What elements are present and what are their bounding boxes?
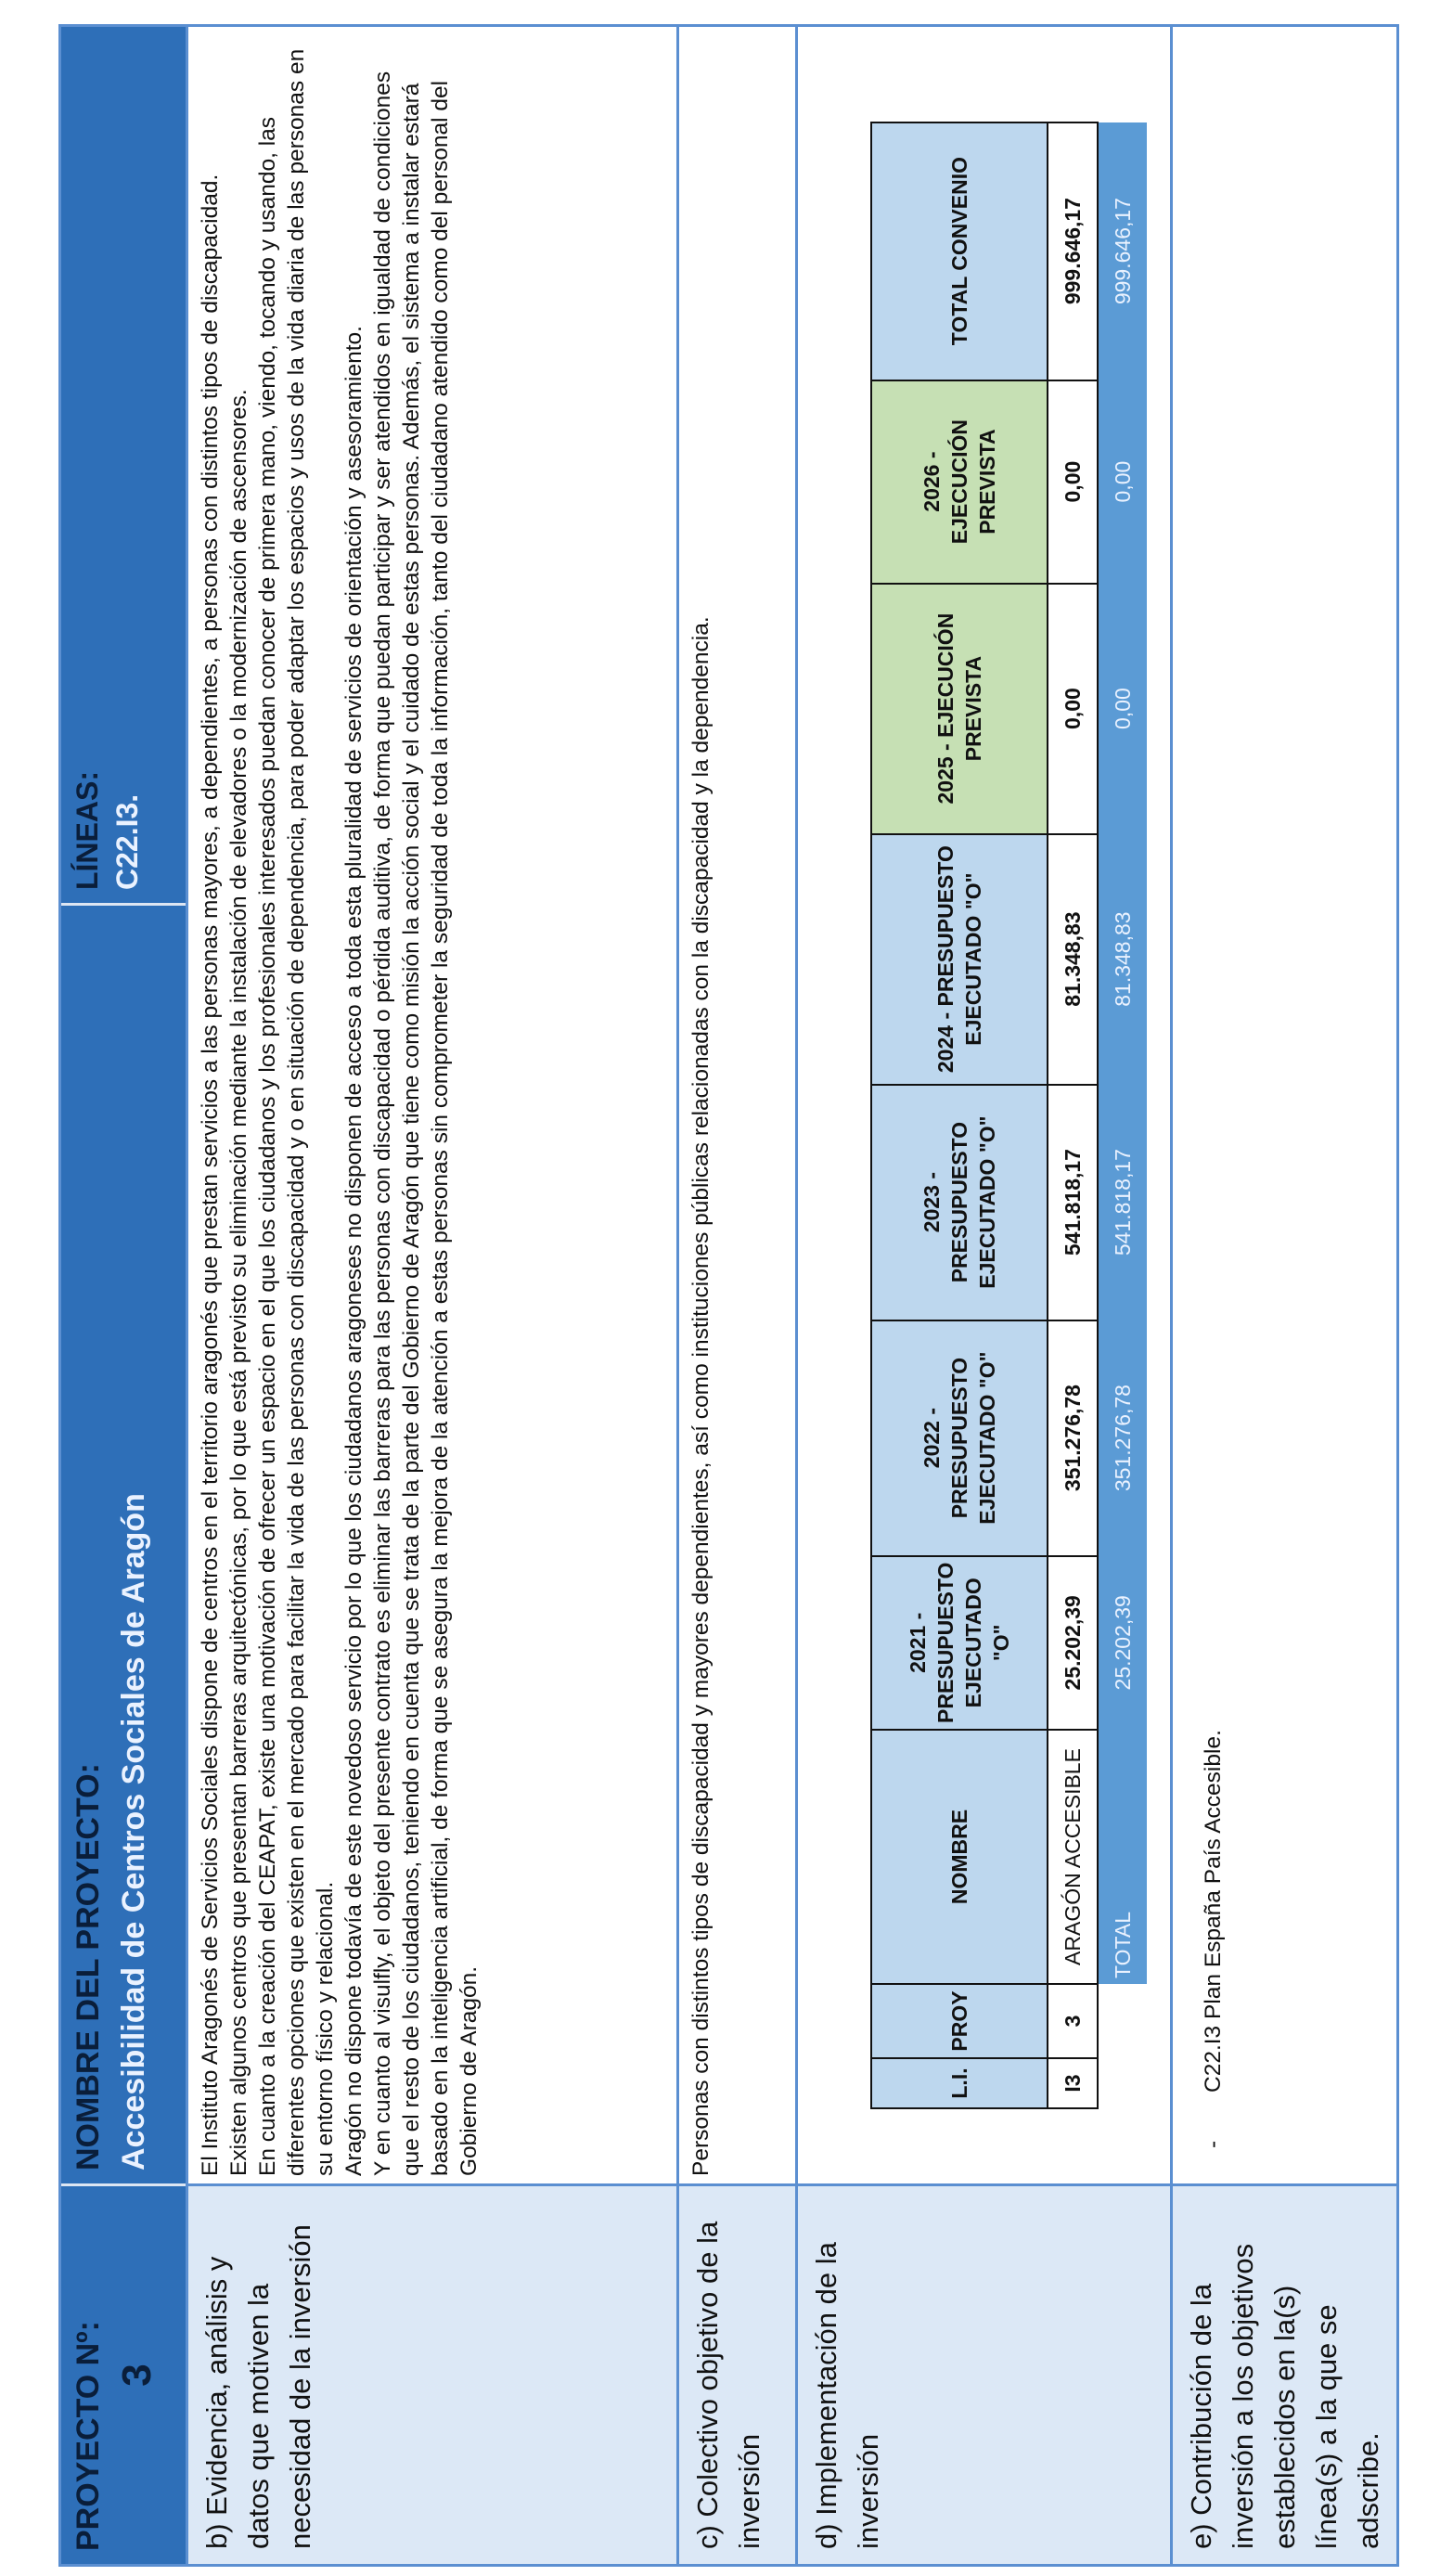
- total-2024: 81.348,83: [1098, 834, 1147, 1085]
- table-row: [1048, 122, 1098, 2108]
- cell-2026: 0,00: [1048, 380, 1098, 584]
- project-number-cell: [61, 2183, 186, 2564]
- cell-2025: 0,00: [1048, 584, 1098, 834]
- col-header-nombre: NOMBRE: [871, 1730, 1048, 1984]
- project-number-value: 3: [114, 2363, 160, 2387]
- cell-proy: 3: [1048, 1984, 1098, 2058]
- section-contribution: [1173, 27, 1396, 2564]
- project-lines-label: LÍNEAS:: [71, 771, 104, 890]
- budget-table: [870, 122, 1147, 2109]
- evidence-paragraph: El Instituto Aragonés de Servicios Sociales dispone de centros en el territorio aragonés que prestan servicios a las personas mayores, a dependientes, a personas con distintos tipos de discapacidad.: [197, 174, 223, 2176]
- project-name-label: NOMBRE DEL PROYECTO:: [71, 1763, 106, 2170]
- col-header-li: L.I.: [871, 2058, 1048, 2108]
- table-total-row: [1098, 122, 1147, 2108]
- section-implementation-label: d) Implementación de la inversión: [798, 2183, 1170, 2564]
- evidence-paragraph: Existen algunos centros que presentan barreras arquitectónicas, por lo que está previsto su eliminación mediante la instalación de elevadores o la modernización de ascensores.: [225, 389, 251, 2176]
- project-name-value: Accesibilidad de Centros Sociales de Aragón: [116, 1493, 151, 2170]
- bullet-dash: -: [1200, 2140, 1226, 2148]
- col-header-total: TOTAL CONVENIO: [871, 122, 1048, 380]
- project-header: [61, 27, 188, 2564]
- evidence-paragraph: Y en cuanto al visulfly, el objeto del presente contrato es eliminar las barreras para las personas con discapacidad o pérdida auditiva, de forma que puedan participar y ser atendidos en igualdad de condiciones que el resto de los ciudadanos, teniendo en cuenta que se trata de la parte del Gobierno de Aragón que tiene como misión la acción social y el cuidado de estas personas. Además, el sistema a instalar estará basado en la inteligencia artificial, de forma que se asegura la mejora de la atención a estas personas sin comprometer la seguridad de toda la información, tanto del ciudadano atendido como del personal del Gobierno de Aragón.: [369, 71, 482, 2176]
- project-number-label: PROYECTO Nº:: [71, 2321, 106, 2551]
- section-implementation-content: [798, 27, 1170, 2183]
- total-gap: [1098, 1984, 1147, 2058]
- contribution-bullet: [1199, 34, 1228, 2148]
- col-header-2026: 2026 - EJECUCIÓN PREVISTA: [871, 380, 1048, 584]
- cell-total: 999.646,17: [1048, 122, 1098, 380]
- total-2022: 351.276,78: [1098, 1320, 1147, 1556]
- cell-li: I3: [1048, 2058, 1098, 2108]
- section-target-group-label: c) Colectivo objetivo de la inversión: [679, 2183, 796, 2564]
- total-2025: 0,00: [1098, 584, 1147, 834]
- section-target-group-text: Personas con distintos tipos de discapacidad y mayores dependientes, así como instituciones públicas relacionadas con la discapacidad y la dependencia.: [688, 616, 714, 2176]
- total-2026: 0,00: [1098, 380, 1147, 584]
- section-target-group: [679, 27, 799, 2564]
- budget-table-header: [871, 122, 1048, 2108]
- total-2023: 541.818,17: [1098, 1085, 1147, 1320]
- contribution-text: C22.I3 Plan España País Accesible.: [1200, 1730, 1226, 2093]
- col-header-proy: PROY: [871, 1984, 1048, 2058]
- cell-2022: 351.276,78: [1048, 1320, 1098, 1556]
- total-gap: [1098, 2058, 1147, 2108]
- col-header-2023: 2023 - PRESUPUESTO EJECUTADO "O": [871, 1085, 1048, 1320]
- section-evidence-label: b) Evidencia, análisis y datos que motiven la necesidad de la inversión: [188, 2183, 676, 2564]
- project-name-cell: [61, 903, 186, 2183]
- total-label: TOTAL: [1098, 1730, 1147, 1984]
- total-2021: 25.202,39: [1098, 1556, 1147, 1730]
- evidence-paragraph: En cuanto a la creación del CEAPAT, existe una motivación de ofrecer un espacio en el que los ciudadanos y los profesionales interesados puedan conocer de primera mano, viendo, tocando y usando, las diferentes opciones que existen en el mercado para facilitar la vida de las personas con discapacidad y o en situación de dependencia, para poder adaptar los espacios y usos de la vida diaria de las personas en su entorno físico y relacional.: [254, 48, 338, 2176]
- project-lines-value: C22.I3.: [110, 793, 144, 890]
- section-contribution-label: e) Contribución de la inversión a los objetivos establecidos en la(s) línea(s) a la que se adscribe.: [1173, 2183, 1396, 2564]
- evidence-paragraph: Aragón no dispone todavía de este novedoso servicio por lo que los ciudadanos aragoneses no disponen de acceso a toda esta pluralidad de servicios de orientación y asesoramiento.: [341, 326, 366, 2176]
- section-contribution-content: [1173, 27, 1396, 2183]
- cell-nombre: ARAGÓN ACCESIBLE: [1048, 1730, 1098, 1984]
- project-lines-cell: [61, 27, 186, 903]
- project-form: [58, 24, 1399, 2567]
- col-header-2024: 2024 - PRESUPUESTO EJECUTADO "O": [871, 834, 1048, 1085]
- section-implementation: [798, 27, 1173, 2564]
- total-convenio: 999.646,17: [1098, 122, 1147, 380]
- section-evidence: [188, 27, 679, 2564]
- cell-2021: 25.202,39: [1048, 1556, 1098, 1730]
- col-header-2022: 2022 - PRESUPUESTO EJECUTADO "O": [871, 1320, 1048, 1556]
- cell-2023: 541.818,17: [1048, 1085, 1098, 1320]
- col-header-2025: 2025 - EJECUCIÓN PREVISTA: [871, 584, 1048, 834]
- col-header-2021: 2021 - PRESUPUESTO EJECUTADO "O": [871, 1556, 1048, 1730]
- section-evidence-text: [188, 27, 676, 2183]
- cell-2024: 81.348,83: [1048, 834, 1098, 1085]
